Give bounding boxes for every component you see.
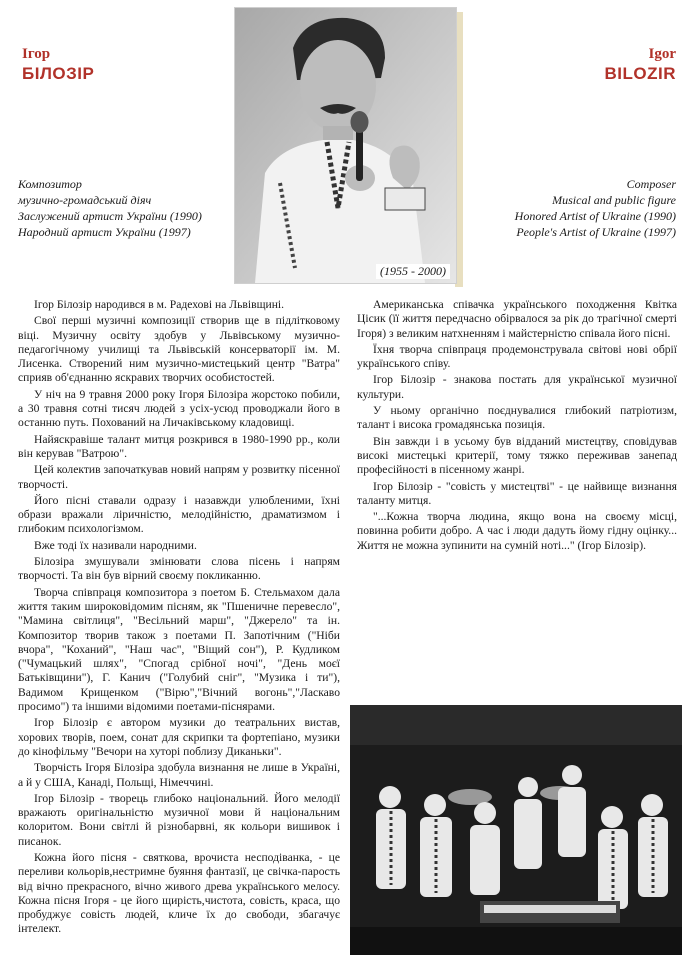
paragraph: Кожна його пісня - святкова, врочиста несподіванка, - це переливи кольорів,нестримне буяння фантазії, це свічка-пароcть від вічно прекрасного, вічно живого древа українського мелосу. Кожна пісня Ігоря - це його щирість,чистота, совість, краса, що пробуджує совість людей, кличе їх до свободи, збагачує інтелект. bbox=[18, 850, 340, 936]
last-name-ua: БІЛОЗІР bbox=[22, 64, 95, 83]
left-column bbox=[18, 298, 340, 939]
paragraph: Ігор Білозір - творець глибоко національний. Його мелодії вражають оригінальністю музичної мови й національним колоритом. Вони світлі й різнобарвні, як кольори вишивок і писанок. bbox=[18, 791, 340, 848]
credits-ukrainian bbox=[18, 176, 202, 240]
last-name-en: BILOZIR bbox=[604, 64, 676, 83]
paragraph: Цей колектив започаткував новий напрям у розвитку пісенної творчості. bbox=[18, 463, 340, 491]
band-photo bbox=[350, 705, 682, 955]
paragraph: Білозіра змушували змінювати слова пісень і напрям творчості. Та він був вірний своєму покликанню. bbox=[18, 555, 340, 583]
paragraph: У ньому органічно поєднувалися глибокий патріотизм, талант і висока громадянська позиція. bbox=[357, 404, 677, 432]
paragraph: Вже тоді їх називали народними. bbox=[34, 538, 197, 552]
name-english bbox=[605, 44, 677, 84]
portrait-illustration bbox=[235, 8, 456, 283]
band-illustration bbox=[350, 705, 682, 955]
credit-line: People's Artist of Ukraine (1997) bbox=[516, 225, 676, 239]
paragraph: "...Кожна творча людина, якщо вона на своєму місці, повинна робити добро. А час і люди дадуть йому гідну оцінку... Життя не можна зупинити на сумній ноті..." (Ігор Білозір). bbox=[357, 510, 677, 552]
paragraph: Ігор Білозір - знакова постать для української музичної культури. bbox=[357, 373, 677, 401]
paragraph: У ніч на 9 травня 2000 року Ігоря Білозіра жорстоко побили, а 30 травня сотні тисяч людей з усіх-усюд проводжали його в останню путь. Похований на Личаківському кладовищі. bbox=[18, 387, 340, 430]
credit-line: Композитор bbox=[18, 177, 82, 191]
name-ukrainian bbox=[22, 44, 94, 84]
credit-line: Заслужений артист України (1990) bbox=[18, 209, 202, 223]
portrait-caption: (1955 - 2000) bbox=[376, 264, 450, 279]
portrait-photo bbox=[234, 7, 457, 284]
right-column bbox=[357, 298, 677, 555]
credit-line: Народний артист України (1997) bbox=[18, 225, 191, 239]
paragraph: Його пісні ставали одразу і назавжди улюбленими, їхні образи вражали ліричністю, мелодійністю, драматизмом і глибоким психологізмом. bbox=[18, 493, 340, 536]
credit-line: Honored Artist of Ukraine (1990) bbox=[514, 209, 676, 223]
paragraph: Американська співачка українського походження Квітка Цісик (її життя передчасно обірвалося за рік до трагічної смерті Ігоря) з великим натхненням і майстерністю співала його пісні. bbox=[357, 298, 677, 340]
paragraph: Їхня творча співпраця продемонструвала світові нові обрії українського співу. bbox=[357, 342, 677, 371]
paragraph: Найяскравіше талант митця розкрився в 1980-1990 рр., коли він керував "Ватрою". bbox=[18, 432, 340, 460]
paragraph: Свої перші музичні композиції створив ще в підлітковому віці. Музичну освіту здобув у Львівському музично-педагогічному училищі та Львівській консерваторії ім. М. Лисенка. Створений ним музично-мистецький центр "Ватра" сприяв об'єднанню яскравих творчих особистостей. bbox=[18, 314, 340, 385]
first-name-ua: Ігор bbox=[22, 46, 51, 62]
paragraph: Він завжди і в усьому був відданий мистецтву, сповідував високі мистецькі критерії, тому тяжко переживав занепад професійності в пісенному жанрі. bbox=[357, 434, 677, 477]
paragraph: Ігор Білозір - "совість у мистецтві" - це найвище визнання таланту митця. bbox=[357, 479, 677, 507]
paragraph: Ігор Білозір є автором музики до театральних вистав, хорових творів, поем, сонат для скрипки та фортепіано, музики до кінофільму "Вечори на хуторі поблизу Диканьки". bbox=[18, 716, 340, 758]
paragraph: Ігор Білозір народився в м. Радехові на Львівщині. bbox=[34, 298, 285, 311]
first-name-en: Igor bbox=[648, 46, 676, 62]
credit-line: музично-громадський діяч bbox=[18, 193, 152, 207]
credit-line: Musical and public figure bbox=[552, 193, 676, 207]
credit-line: Composer bbox=[626, 177, 676, 191]
credits-english bbox=[515, 176, 676, 240]
paragraph: Творчість Ігоря Білозіра здобула визнання не лише в Україні, а й у США, Канаді, Польщі, Німеччині. bbox=[18, 761, 340, 789]
paragraph: Творча співпраця композитора з поетом Б. Стельмахом дала життя таким широковідомим пісням, як "Пшеничне перевесло", "Мамина світлиця", "Весільний марш", "Джерело" та ін. Композитор творив також з поетами П. Запотічним ("Ніби вчора", "Коханий", "Наш час", "Віщий сон"), Р. Кудликом ("Чумацький шлях", "Спогад срібної ночі", "День моєї Батьківщини"), Г. Канич ("Голубий сніг", "Музика і ти"), Вадимом Крищенком ("Вірю","Вічний вогонь","Ласкаво просимо") та іншими відомими поетами-піснярами. bbox=[18, 585, 340, 714]
